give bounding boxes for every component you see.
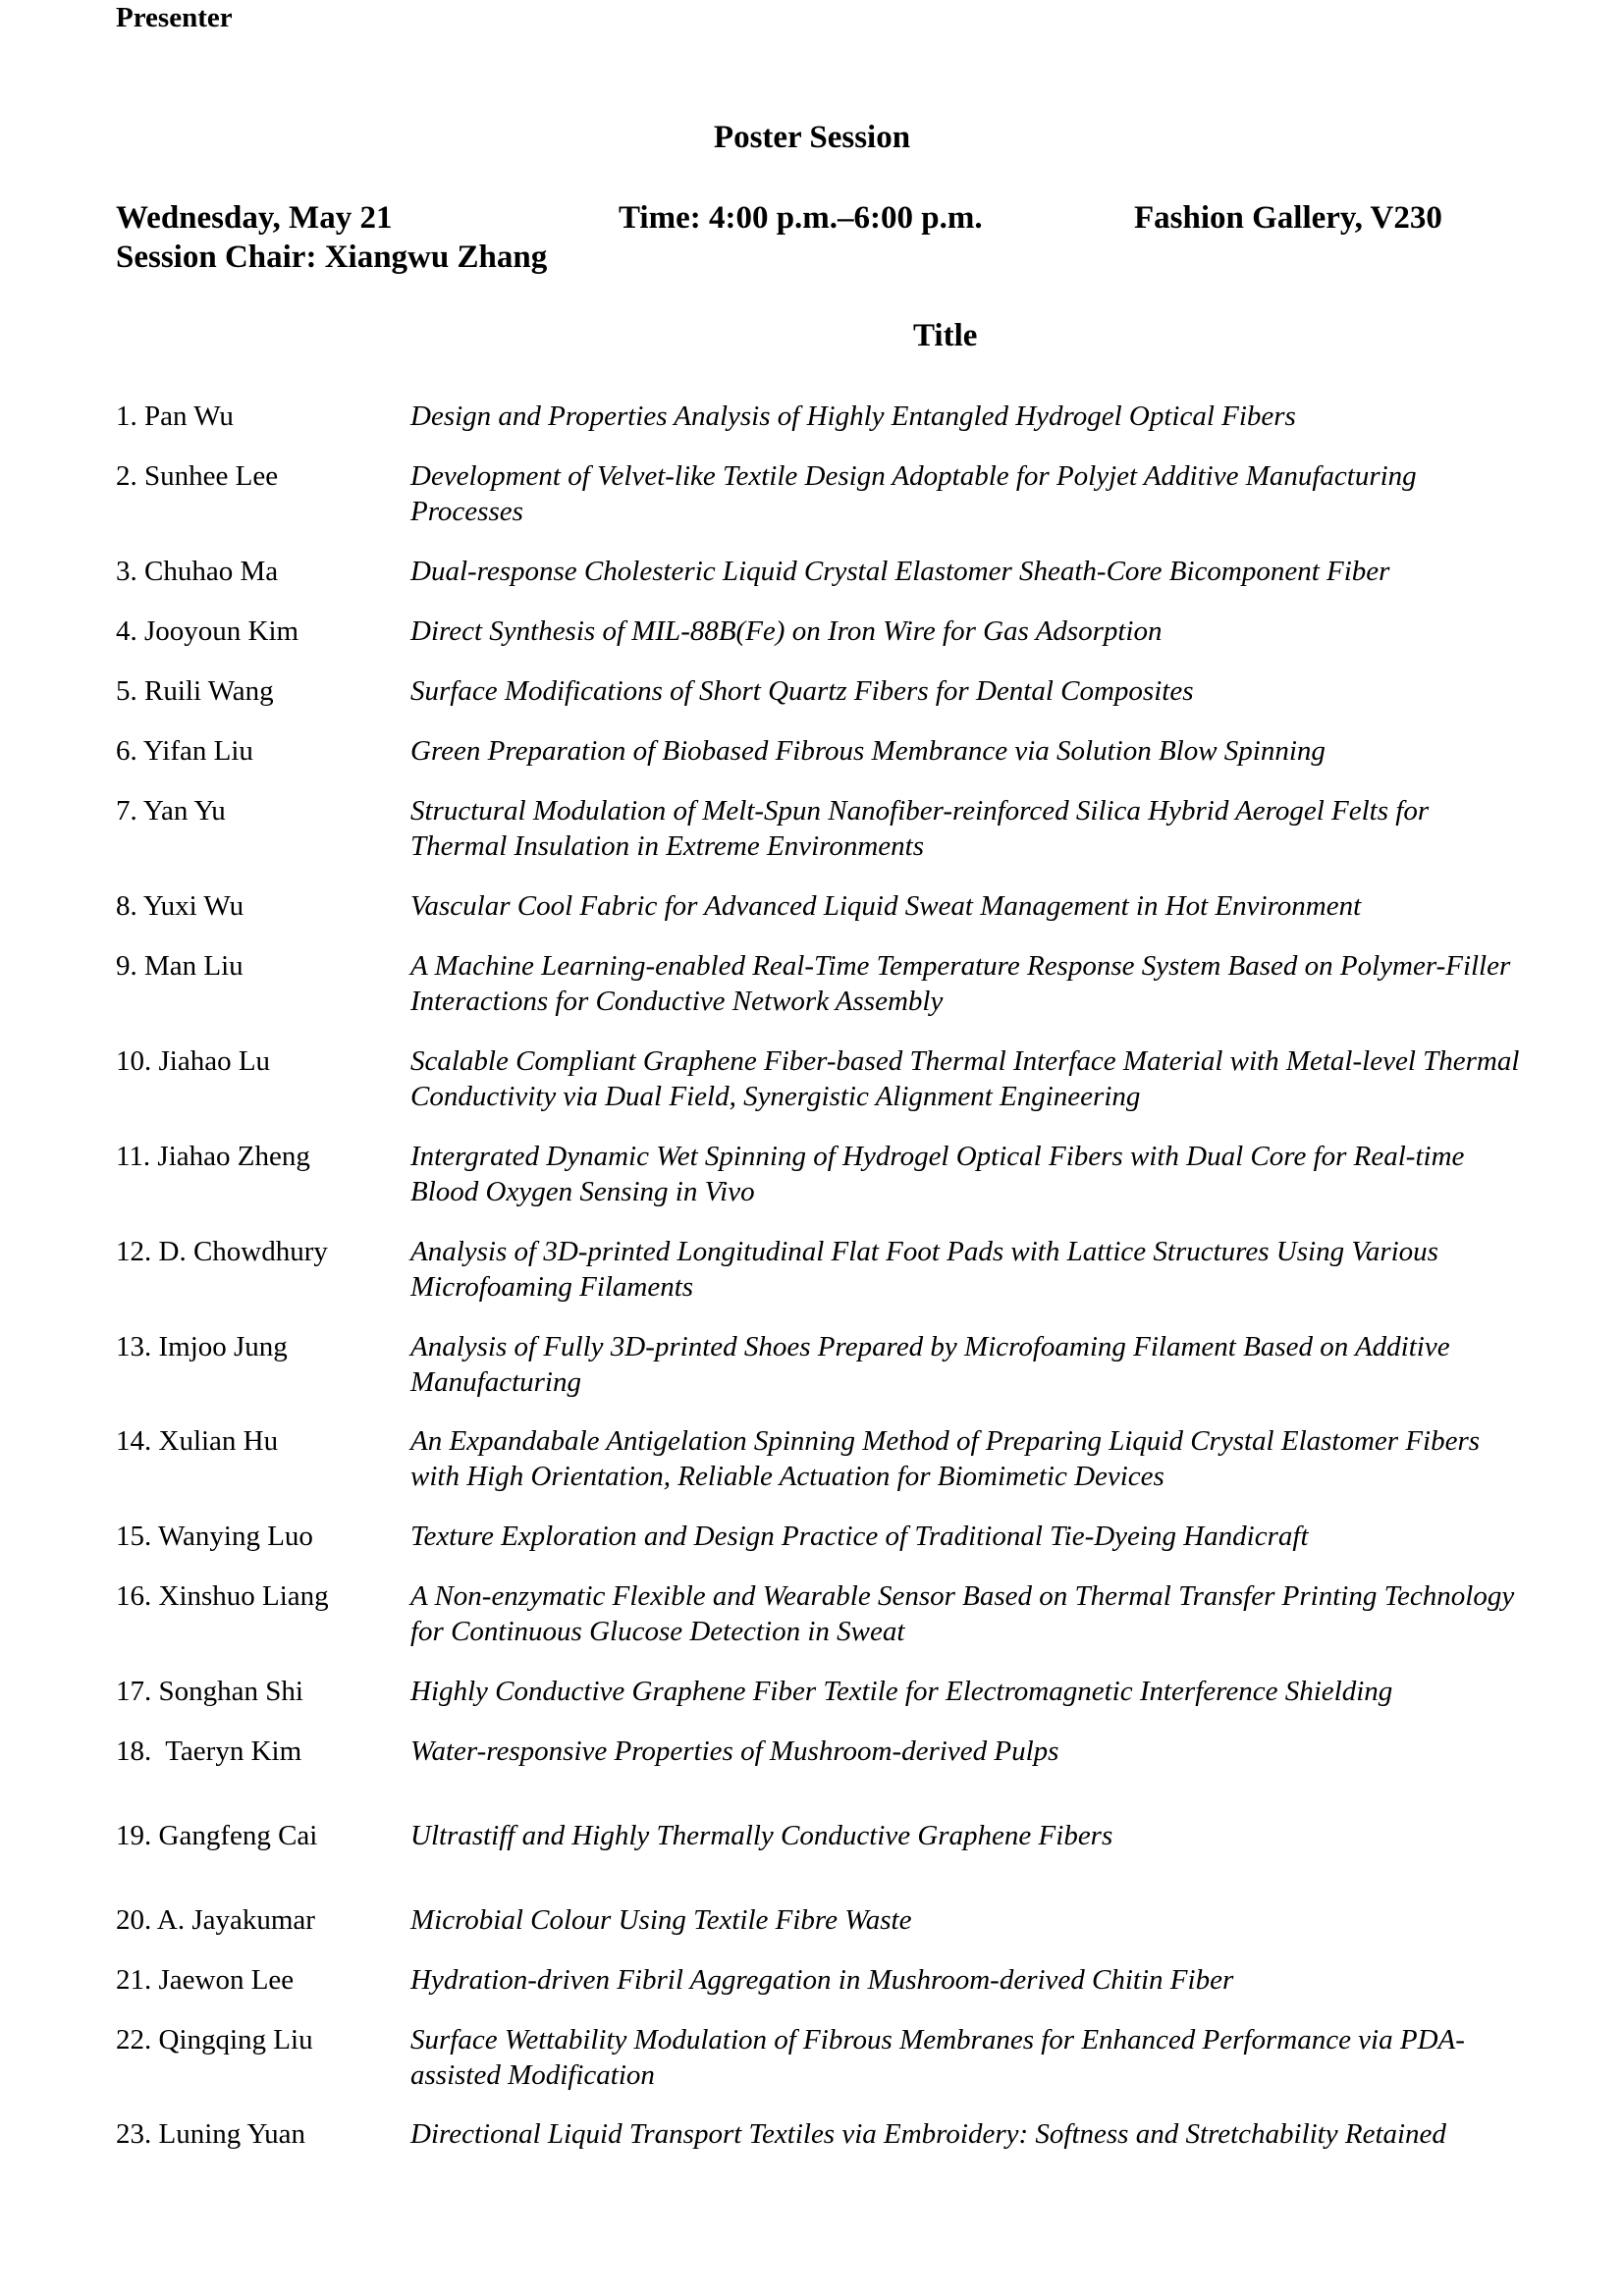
presenter-name: 2. Sunhee Lee: [116, 460, 279, 492]
poster-title: Water-responsive Properties of Mushroom-derived Pulps: [410, 1735, 1059, 1767]
presenter-name: 8. Yuxi Wu: [116, 890, 244, 922]
poster-title: Development of Velvet-like Textile Design Adoptable for Polyjet Additive Manufacturing Processes: [410, 460, 1417, 527]
poster-title: Vascular Cool Fabric for Advanced Liquid Sweat Management in Hot Environment: [410, 890, 1362, 922]
poster-title: Microbial Colour Using Textile Fibre Waste: [410, 1904, 912, 1936]
presenter-name: 5. Ruili Wang: [116, 675, 274, 707]
poster-title: Green Preparation of Biobased Fibrous Membrance via Solution Blow Spinning: [410, 735, 1326, 767]
presenter-name: 13. Imjoo Jung: [116, 1331, 288, 1362]
presenter-name: 9. Man Liu: [116, 950, 244, 982]
presenter-name: 10. Jiahao Lu: [116, 1045, 271, 1077]
presenter-name: 23. Luning Yuan: [116, 2118, 306, 2150]
presenter-name: 12. D. Chowdhury: [116, 1236, 328, 1267]
poster-title: Direct Synthesis of MIL-88B(Fe) on Iron Wire for Gas Adsorption: [410, 615, 1163, 647]
poster-title: Ultrastiff and Highly Thermally Conductive Graphene Fibers: [410, 1820, 1113, 1851]
poster-title: An Expandabale Antigelation Spinning Method of Preparing Liquid Crystal Elastomer Fibers with High Orientation, Reliable Actuation for Biomimetic Devices: [410, 1425, 1481, 1492]
session-time: Time: 4:00 p.m.–6:00 p.m.: [619, 200, 983, 236]
presenter-name: 18. Taeryn Kim: [116, 1735, 302, 1767]
poster-title: Dual-response Cholesteric Liquid Crystal Elastomer Sheath-Core Bicomponent Fiber: [410, 556, 1390, 587]
presenter-name: 20. A. Jayakumar: [116, 1904, 315, 1936]
presenter-name: 1. Pan Wu: [116, 400, 234, 432]
page-title: Poster Session: [713, 120, 911, 155]
poster-title: Highly Conductive Graphene Fiber Textile for Electromagnetic Interference Shielding: [410, 1676, 1393, 1707]
presenter-name: 17. Songhan Shi: [116, 1676, 303, 1707]
poster-title: Analysis of 3D-printed Longitudinal Flat Foot Pads with Lattice Structures Using Various Microfoaming Filaments: [410, 1236, 1438, 1303]
poster-title: Texture Exploration and Design Practice of Traditional Tie-Dyeing Handicraft: [410, 1521, 1309, 1552]
session-date: Wednesday, May 21: [116, 200, 393, 236]
presenter-name: 21. Jaewon Lee: [116, 1964, 295, 1996]
poster-title: A Non-enzymatic Flexible and Wearable Sensor Based on Thermal Transfer Printing Technology for Continuous Glucose Detection in Sweat: [410, 1580, 1515, 1647]
presenter-name: 7. Yan Yu: [116, 795, 226, 827]
presenter-name: 14. Xulian Hu: [116, 1425, 279, 1457]
presenter-column-header: Presenter: [116, 2, 233, 33]
presenter-name: 6. Yifan Liu: [116, 735, 253, 767]
session-location: Fashion Gallery, V230: [1134, 200, 1442, 236]
presenter-name: 4. Jooyoun Kim: [116, 615, 299, 647]
presenter-name: 15. Wanying Luo: [116, 1521, 313, 1552]
poster-title: Scalable Compliant Graphene Fiber-based Thermal Interface Material with Metal-level Thermal Conductivity via Dual Field, Synergistic Alignment Engineering: [410, 1045, 1520, 1112]
poster-title: Surface Wettability Modulation of Fibrous Membranes for Enhanced Performance via PDA-assisted Modification: [410, 2024, 1465, 2091]
session-chair: Session Chair: Xiangwu Zhang: [116, 240, 548, 275]
presenter-name: 11. Jiahao Zheng: [116, 1141, 310, 1172]
presenter-name: 22. Qingqing Liu: [116, 2024, 313, 2056]
poster-title: A Machine Learning-enabled Real-Time Temperature Response System Based on Polymer-Filler Interactions for Conductive Network Assembly: [410, 950, 1511, 1017]
presenter-name: 3. Chuhao Ma: [116, 556, 279, 587]
poster-title: Intergrated Dynamic Wet Spinning of Hydrogel Optical Fibers with Dual Core for Real-time Blood Oxygen Sensing in Vivo: [410, 1141, 1465, 1207]
presenter-name: 16. Xinshuo Liang: [116, 1580, 329, 1612]
poster-title: Surface Modifications of Short Quartz Fibers for Dental Composites: [410, 675, 1194, 707]
presenter-name: 19. Gangfeng Cai: [116, 1820, 318, 1851]
poster-title: Analysis of Fully 3D-printed Shoes Prepared by Microfoaming Filament Based on Additive Manufacturing: [410, 1331, 1450, 1398]
poster-title: Hydration-driven Fibril Aggregation in Mushroom-derived Chitin Fiber: [410, 1964, 1234, 1996]
title-column-header: Title: [913, 318, 978, 353]
poster-title: Design and Properties Analysis of Highly Entangled Hydrogel Optical Fibers: [410, 400, 1296, 432]
poster-title: Directional Liquid Transport Textiles via Embroidery: Softness and Stretchability Retained: [410, 2118, 1446, 2150]
poster-title: Structural Modulation of Melt-Spun Nanofiber-reinforced Silica Hybrid Aerogel Felts for Thermal Insulation in Extreme Environments: [410, 795, 1430, 862]
